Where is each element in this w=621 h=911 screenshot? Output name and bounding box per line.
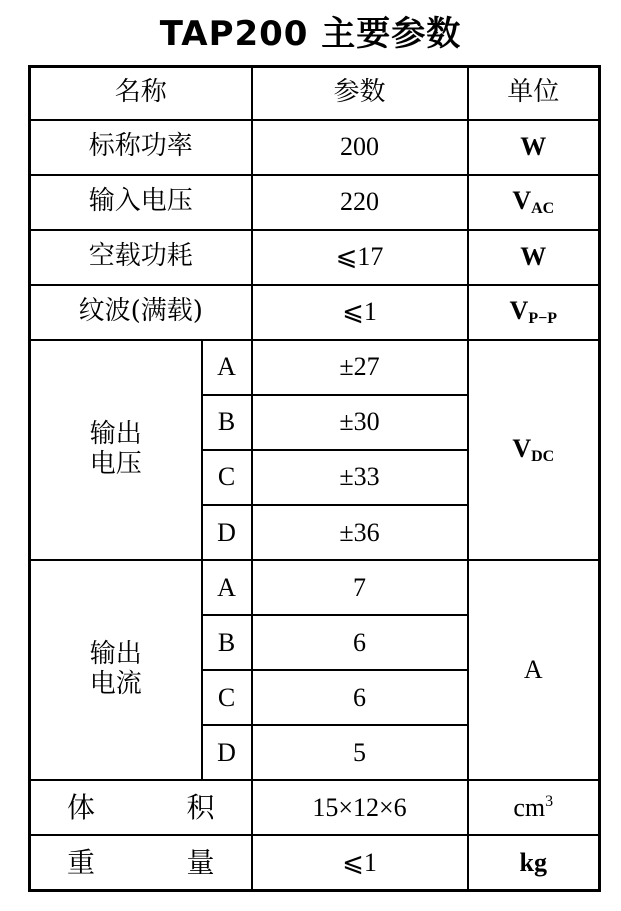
output-voltage-id: C <box>202 450 252 505</box>
ripple-unit-sub: P−P <box>528 310 557 328</box>
volume-value: 15×12×6 <box>252 780 468 835</box>
table-row-rated-power <box>30 120 600 175</box>
input-voltage-value: 220 <box>252 175 468 230</box>
volume-unit <box>468 780 600 835</box>
ripple-unit-main: V <box>509 296 529 326</box>
output-voltage-label-line2: 电压 <box>89 448 142 479</box>
table-row-ripple <box>30 285 600 340</box>
output-voltage-value: ±36 <box>252 505 468 560</box>
volume-label-char2: 积 <box>186 790 215 824</box>
input-voltage-unit <box>468 175 600 230</box>
ripple-value: ⩽1 <box>252 285 468 340</box>
output-current-value: 7 <box>252 560 468 615</box>
parameter-table <box>28 65 601 892</box>
noload-power-unit: W <box>468 230 600 285</box>
output-voltage-unit-sub: DC <box>531 447 555 465</box>
volume-label <box>30 780 252 835</box>
output-current-value: 6 <box>252 615 468 670</box>
noload-power-value: ⩽17 <box>252 230 468 285</box>
output-voltage-id: D <box>202 505 252 560</box>
header-name: 名称 <box>30 67 252 120</box>
output-current-value: 6 <box>252 670 468 725</box>
header-param: 参数 <box>252 67 468 120</box>
output-voltage-unit-main: V <box>512 433 532 463</box>
output-voltage-label-line1: 输出 <box>89 419 142 449</box>
input-voltage-label: 输入电压 <box>30 175 252 230</box>
output-voltage-id: A <box>202 340 252 395</box>
output-voltage-value: ±33 <box>252 450 468 505</box>
volume-label-char1: 体 <box>67 790 96 824</box>
noload-power-label: 空载功耗 <box>30 230 252 285</box>
output-voltage-value: ±30 <box>252 395 468 450</box>
table-row-input-voltage <box>30 175 600 230</box>
weight-unit: kg <box>468 835 600 890</box>
ripple-unit <box>468 285 600 340</box>
table-header-row <box>30 67 600 120</box>
weight-label-char1: 重 <box>67 845 96 879</box>
output-voltage-label <box>30 340 202 560</box>
output-current-id: C <box>202 670 252 725</box>
page-title: TAP200 主要参数 <box>159 14 462 54</box>
weight-label-char2: 量 <box>186 845 215 879</box>
rated-power-unit: W <box>468 120 600 175</box>
output-current-unit: A <box>468 560 600 780</box>
rated-power-value: 200 <box>252 120 468 175</box>
table-row-noload-power <box>30 230 600 285</box>
output-current-id: D <box>202 725 252 780</box>
output-voltage-unit <box>468 340 600 560</box>
ripple-label: 纹波(满载) <box>30 285 252 340</box>
output-current-id: B <box>202 615 252 670</box>
output-current-id: A <box>202 560 252 615</box>
weight-value: ⩽1 <box>252 835 468 890</box>
output-current-row-a <box>30 560 600 615</box>
rated-power-label: 标称功率 <box>30 120 252 175</box>
output-voltage-id: B <box>202 395 252 450</box>
output-current-value: 5 <box>252 725 468 780</box>
table-row-volume <box>30 780 600 835</box>
input-voltage-unit-main: V <box>512 185 532 215</box>
output-current-label-line1: 输出 <box>89 639 142 670</box>
input-voltage-unit-sub: AC <box>531 199 555 217</box>
output-current-label <box>30 560 202 780</box>
volume-unit-sup: 3 <box>545 792 554 810</box>
output-voltage-value: ±27 <box>252 340 468 395</box>
table-row-weight <box>30 835 600 890</box>
volume-unit-main: cm <box>513 792 546 822</box>
output-voltage-row-a <box>30 340 600 395</box>
header-unit: 单位 <box>468 67 600 120</box>
weight-label <box>30 835 252 890</box>
output-current-label-line2: 电流 <box>89 669 142 700</box>
